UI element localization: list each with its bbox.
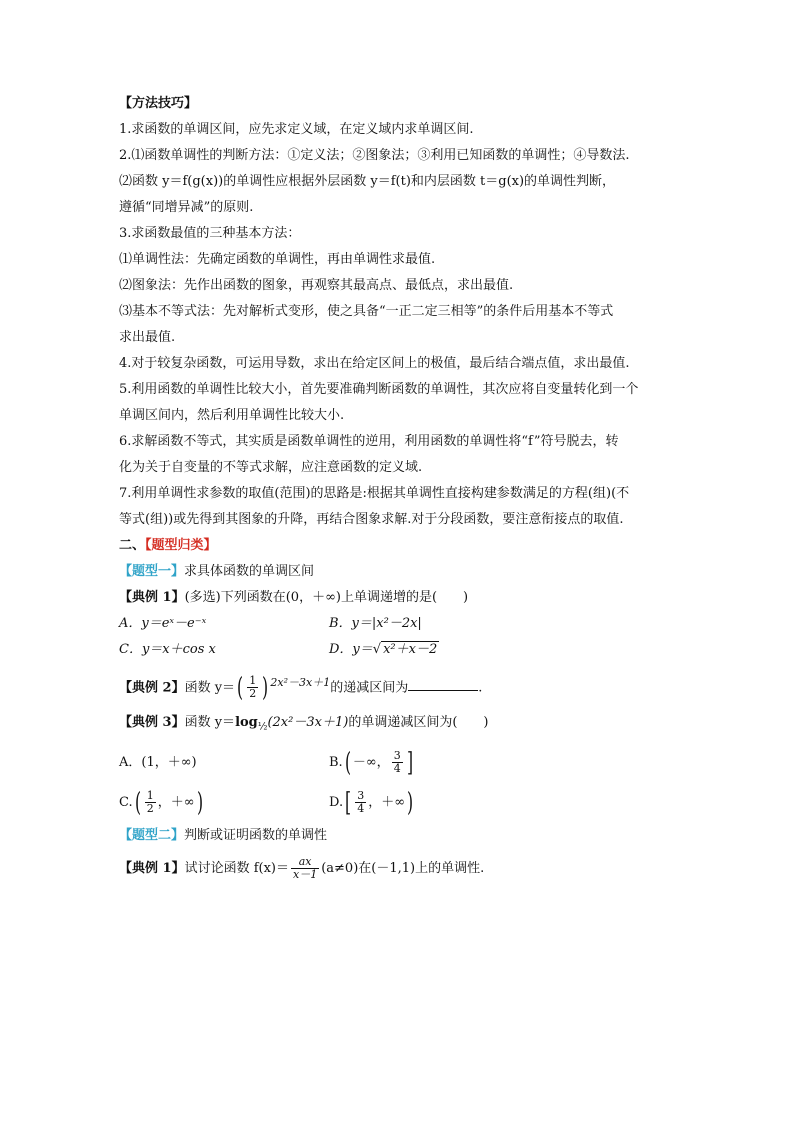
type1-ex1-stem bbox=[119, 585, 684, 611]
type1-ex3-tag: 【典例 3】 bbox=[119, 715, 185, 730]
left-paren-glyph: ( bbox=[344, 747, 351, 778]
method-p7a: ⑶基本不等式法：先对解析式变形，使之具备“一正二定三相等”的条件后用基本不等式 bbox=[119, 304, 614, 319]
type1-ex2: 【典例 2】函数 y＝( $\frac{1}{2}$ ) $^{2x^2-3x+1}$的递减区间为 . bbox=[119, 672, 483, 703]
option-c bbox=[119, 783, 329, 823]
option-c-right: ，＋∞ bbox=[157, 795, 195, 810]
type2-ex1 bbox=[119, 849, 684, 889]
method-p3b: 遵循“同增异减”的原则. bbox=[119, 200, 254, 215]
option-a: A．(1，＋∞) bbox=[119, 755, 197, 770]
method-p5: ⑴单调性法：先确定函数的单调性，再由单调性求最值. bbox=[119, 252, 436, 267]
type2-ex1-tag: 【典例 1】 bbox=[119, 861, 185, 876]
type2-title: 判断或证明函数的单调性 bbox=[184, 828, 328, 843]
option-d-prefix: D. bbox=[329, 795, 344, 810]
method-p8: 4.对于较复杂函数，可运用导数，求出在给定区间上的极值，最后结合端点值，求出最值. bbox=[119, 356, 630, 371]
method-p3a: ⑵函数 y＝f(g(x))的单调性应根据外层函数 y＝f(t)和内层函数 t＝g(x)的单调性判断， bbox=[119, 174, 616, 189]
fraction-numerator: 3 bbox=[357, 789, 365, 802]
type2-ex1-pre: 试讨论函数 f(x)＝ bbox=[184, 861, 289, 876]
left-paren-glyph: ( bbox=[134, 787, 141, 818]
fraction-denominator: 4 bbox=[393, 762, 401, 775]
option-d: D．y＝√ x²＋x－2 bbox=[329, 642, 438, 657]
type2-heading bbox=[119, 823, 684, 849]
fraction-denominator: x－1 bbox=[293, 868, 318, 881]
log-argument: (2x²－3x＋1) bbox=[267, 715, 349, 730]
method-p11b: 等式(组))或先得到其图象的升降，再结合图象求解.对于分段函数，要注意衔接点的取值. bbox=[119, 512, 624, 527]
option-d-prefix: D．y＝ bbox=[329, 642, 373, 657]
type1-ex3-options-ab bbox=[119, 743, 684, 783]
fraction-denominator: 2 bbox=[249, 687, 257, 701]
type1-ex2-exponent: 2x²－3x＋1 bbox=[270, 676, 331, 689]
type2-ex1-post: (a≠0)在(－1,1)上的单调性. bbox=[321, 861, 485, 876]
option-b-fraction bbox=[392, 750, 403, 775]
type1-ex1-tag: 【典例 1】 bbox=[119, 590, 185, 605]
option-b-left: －∞， bbox=[352, 755, 390, 770]
type1-ex2-fraction bbox=[247, 675, 258, 700]
right-paren-glyph: ) bbox=[407, 787, 414, 818]
method-p10b: 化为关于自变量的不等式求解，应注意函数的定义域. bbox=[119, 460, 423, 475]
type2-ex1-fraction bbox=[291, 856, 319, 881]
option-a: A．y＝eˣ－e⁻ˣ bbox=[119, 616, 207, 631]
option-d-fraction bbox=[355, 790, 366, 815]
type1-tag: 【题型一】 bbox=[119, 564, 185, 579]
method-p1: 1.求函数的单调区间，应先求定义域，在定义域内求单调区间. bbox=[119, 122, 474, 137]
fraction-denominator: 2 bbox=[146, 802, 154, 815]
type1-title: 求具体函数的单调区间 bbox=[184, 564, 315, 579]
method-heading: 【方法技巧】 bbox=[119, 96, 198, 111]
method-p10a: 6.求解函数不等式，其实质是函数单调性的逆用，利用函数的单调性将“f”符号脱去，转 bbox=[119, 434, 619, 449]
section2-title: 【题型归类】 bbox=[145, 538, 217, 553]
right-paren-glyph: ) bbox=[262, 672, 269, 703]
log-base: ½ bbox=[257, 721, 268, 733]
type1-ex2-tag: 【典例 2】 bbox=[119, 680, 185, 696]
option-b: B．y＝|x²－2x| bbox=[329, 616, 422, 631]
method-p9a: 5.利用函数的单调性比较大小，首先要准确判断函数的单调性，其次应将自变量转化到一个 bbox=[119, 382, 639, 397]
method-p6: ⑵图象法：先作出函数的图象，再观察其最高点、最低点，求出最值. bbox=[119, 278, 514, 293]
left-paren-glyph: ( bbox=[237, 672, 244, 703]
right-bracket-glyph: ] bbox=[406, 747, 413, 778]
option-d-right: ，＋∞ bbox=[368, 795, 406, 810]
option-b-prefix: B. bbox=[329, 755, 343, 770]
type1-ex3-pre: 函数 y＝ bbox=[184, 715, 236, 730]
fraction-numerator: ax bbox=[291, 856, 319, 869]
answer-blank bbox=[408, 676, 478, 691]
type1-ex3-post: 的单调递减区间为( ) bbox=[348, 715, 489, 730]
type1-heading bbox=[119, 559, 684, 585]
type1-ex3 bbox=[119, 703, 684, 743]
right-paren-glyph: ) bbox=[196, 787, 203, 818]
type1-ex2-pre: 函数 y＝ bbox=[184, 680, 236, 696]
option-d-radicand: x²＋x－2 bbox=[383, 642, 438, 657]
method-p9b: 单调区间内，然后利用单调性比较大小. bbox=[119, 408, 345, 423]
option-d bbox=[329, 783, 415, 823]
type1-ex3-options-cd bbox=[119, 783, 684, 823]
fraction-numerator: 3 bbox=[393, 749, 401, 762]
document-content bbox=[119, 91, 684, 889]
method-p11a: 7.利用单调性求参数的取值(范围)的思路是:根据其单调性直接构建参数满足的方程(组)(不 bbox=[119, 486, 630, 501]
type1-ex1-options-ab bbox=[119, 611, 684, 637]
type1-ex2-post: 的递减区间为 bbox=[330, 680, 409, 696]
section2-heading bbox=[119, 533, 684, 559]
method-p2: 2.⑴函数单调性的判断方法：①定义法；②图象法；③利用已知函数的单调性；④导数法. bbox=[119, 148, 630, 163]
method-p4: 3.求函数最值的三种基本方法： bbox=[119, 226, 301, 241]
fraction-denominator: 4 bbox=[357, 802, 365, 815]
left-bracket-glyph: [ bbox=[345, 787, 352, 818]
fraction-numerator: 1 bbox=[249, 674, 257, 688]
log-symbol: log bbox=[235, 715, 258, 730]
option-b bbox=[329, 743, 415, 783]
type2-tag: 【题型二】 bbox=[119, 828, 185, 843]
section2-prefix: 二、 bbox=[119, 538, 146, 553]
option-c-fraction bbox=[145, 790, 156, 815]
option-c-prefix: C. bbox=[119, 795, 133, 810]
fraction-numerator: 1 bbox=[146, 789, 154, 802]
option-c: C．y＝x＋cos x bbox=[119, 642, 216, 657]
type1-ex1-options-cd bbox=[119, 637, 684, 663]
type1-ex1-text: (多选)下列函数在(0，＋∞)上单调递增的是( ) bbox=[184, 590, 469, 605]
method-p7b: 求出最值. bbox=[119, 330, 176, 345]
